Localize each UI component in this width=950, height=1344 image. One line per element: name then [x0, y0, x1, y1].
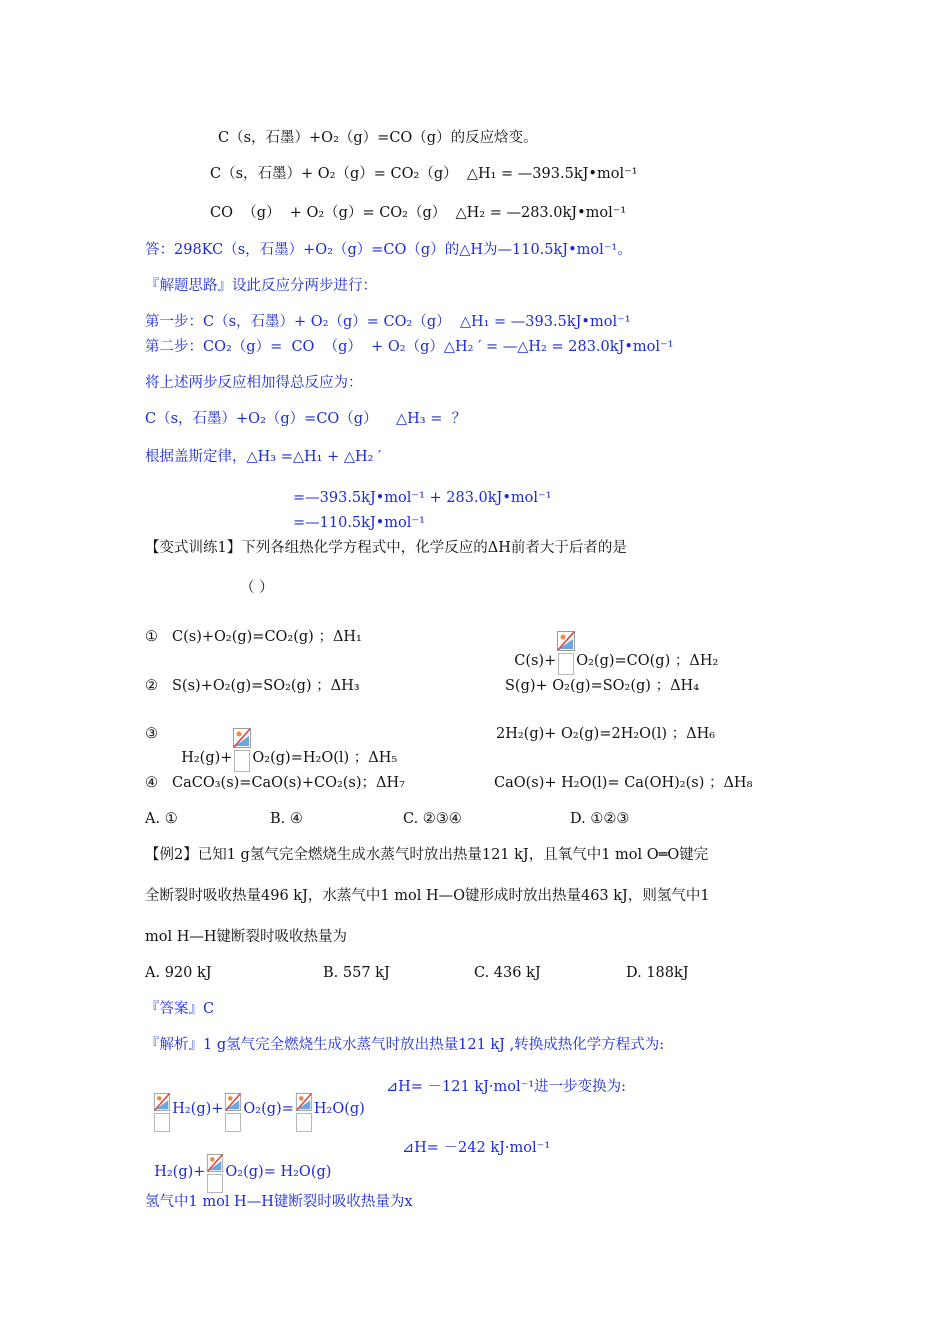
equation-a-part-2: O₂(g)= — [243, 1101, 294, 1117]
fraction-image-icon — [153, 1093, 171, 1133]
row-1-num: ① — [145, 629, 158, 645]
equation-b-post: O₂(g)= H₂O(g) — [225, 1164, 332, 1180]
example2-option-d: D. 188kJ — [626, 965, 689, 981]
equation-a — [143, 1073, 365, 1133]
variant-option-a: A. ① — [145, 811, 178, 827]
row-2-right: S(g)+ O₂(g)=SO₂(g) ；ΔH₄ — [505, 678, 700, 694]
intro-eq1: C（s，石墨）+ O₂（g）= CO₂（g） △H₁ = —393.5kJ•mol⁻¹ — [210, 166, 638, 182]
row-1-right-post: O₂(g)=CO(g) ；ΔH₂ — [576, 653, 719, 669]
total-reaction: C（s，石墨）+O₂（g）=CO（g） △H₃ = ？ — [145, 411, 467, 427]
fraction-image-icon — [224, 1093, 242, 1133]
variant-option-d: D. ①②③ — [570, 811, 630, 827]
example2-line-3: mol H—H键断裂时吸收热量为 — [145, 929, 348, 945]
row-3-num: ③ — [145, 726, 158, 742]
solution-heading: 『解题思路』设此反应分两步进行： — [145, 278, 377, 294]
row-4-num: ④ — [145, 775, 158, 791]
fraction-image-icon — [206, 1154, 224, 1194]
row-1-right-pre: C(s)+ — [514, 653, 557, 669]
fraction-image-icon — [295, 1093, 313, 1133]
intro-target: C（s，石墨）+O₂（g）=CO（g）的反应焓变。 — [218, 130, 538, 146]
hess-law: 根据盖斯定律，△H₃ =△H₁ + △H₂ ′ — [145, 449, 382, 465]
row-3-left — [172, 708, 397, 772]
row-3-right: 2H₂(g)+ O₂(g)=2H₂O(l) ；ΔH₆ — [496, 726, 716, 742]
variant-option-b: B. ④ — [270, 811, 303, 827]
row-3-left-pre: H₂(g)+ — [181, 750, 233, 766]
example2-option-b: B. 557 kJ — [323, 965, 390, 981]
example2-answer: 『答案』C — [145, 1001, 215, 1017]
final-line: 氢气中1 mol H—H键断裂时吸收热量为x — [145, 1194, 413, 1210]
step-2: 第二步：CO₂（g）= CO （g） + O₂（g）△H₂ ′ = —△H₂ = 283.0kJ•mol⁻¹ — [145, 339, 674, 355]
row-2-num: ② — [145, 678, 158, 694]
row-1-right — [505, 611, 718, 675]
calc-line-2: =—110.5kJ•mol⁻¹ — [293, 515, 425, 531]
example2-option-a: A. 920 kJ — [145, 965, 212, 981]
equation-a-enthalpy: ⊿H= －121 kJ·mol⁻¹进一步变换为: — [386, 1079, 627, 1095]
step-1: 第一步：C（s，石墨）+ O₂（g）= CO₂（g） △H₁ = —393.5kJ•mol⁻¹ — [145, 314, 631, 330]
fraction-image-icon — [233, 728, 251, 772]
row-1-left: C(s)+O₂(g)=CO₂(g) ；ΔH₁ — [172, 629, 362, 645]
equation-b-enthalpy: ⊿H= －242 kJ·mol⁻¹ — [402, 1140, 551, 1156]
sum-heading: 将上述两步反应相加得总反应为： — [145, 375, 363, 391]
row-3-left-post: O₂(g)=H₂O(l) ；ΔH₅ — [252, 750, 398, 766]
row-4-right: CaO(s)+ H₂O(l)= Ca(OH)₂(s) ；ΔH₈ — [494, 775, 753, 791]
variant-option-c: C. ②③④ — [403, 811, 462, 827]
fraction-image-icon — [557, 631, 575, 675]
example2-option-c: C. 436 kJ — [474, 965, 541, 981]
example2-line-2: 全断裂时吸收热量496 kJ，水蒸气中1 mol H—O键形成时放出热量463 kJ，则氢气中1 — [145, 888, 710, 904]
intro-eq2: CO （g） + O₂（g）= CO₂（g） △H₂ = —283.0kJ•mol⁻¹ — [210, 205, 627, 221]
row-2-left: S(s)+O₂(g)=SO₂(g) ；ΔH₃ — [172, 678, 360, 694]
equation-b-pre: H₂(g)+ — [154, 1164, 206, 1180]
variant-paren: （ ） — [240, 580, 274, 596]
example2-line-1: 【例2】已知1 g氢气完全燃烧生成水蒸气时放出热量121 kJ，且氧气中1 mol O═O键完 — [145, 847, 709, 863]
equation-a-part-3: H₂O(g) — [313, 1101, 365, 1117]
example2-analysis: 『解析』1 g氢气完全燃烧生成水蒸气时放出热量121 kJ ,转换成热化学方程式为: — [145, 1037, 665, 1053]
variant-title: 【变式训练1】下列各组热化学方程式中，化学反应的ΔH前者大于后者的是 — [145, 540, 627, 556]
equation-b — [145, 1134, 331, 1194]
answer-line: 答：298KC（s，石墨）+O₂（g）=CO（g）的△H为—110.5kJ•mol⁻¹。 — [145, 242, 632, 258]
equation-a-part-1: H₂(g)+ — [172, 1101, 224, 1117]
row-4-left: CaCO₃(s)=CaO(s)+CO₂(s)；ΔH₇ — [172, 775, 405, 791]
calc-line-1: =—393.5kJ•mol⁻¹ + 283.0kJ•mol⁻¹ — [293, 490, 552, 506]
